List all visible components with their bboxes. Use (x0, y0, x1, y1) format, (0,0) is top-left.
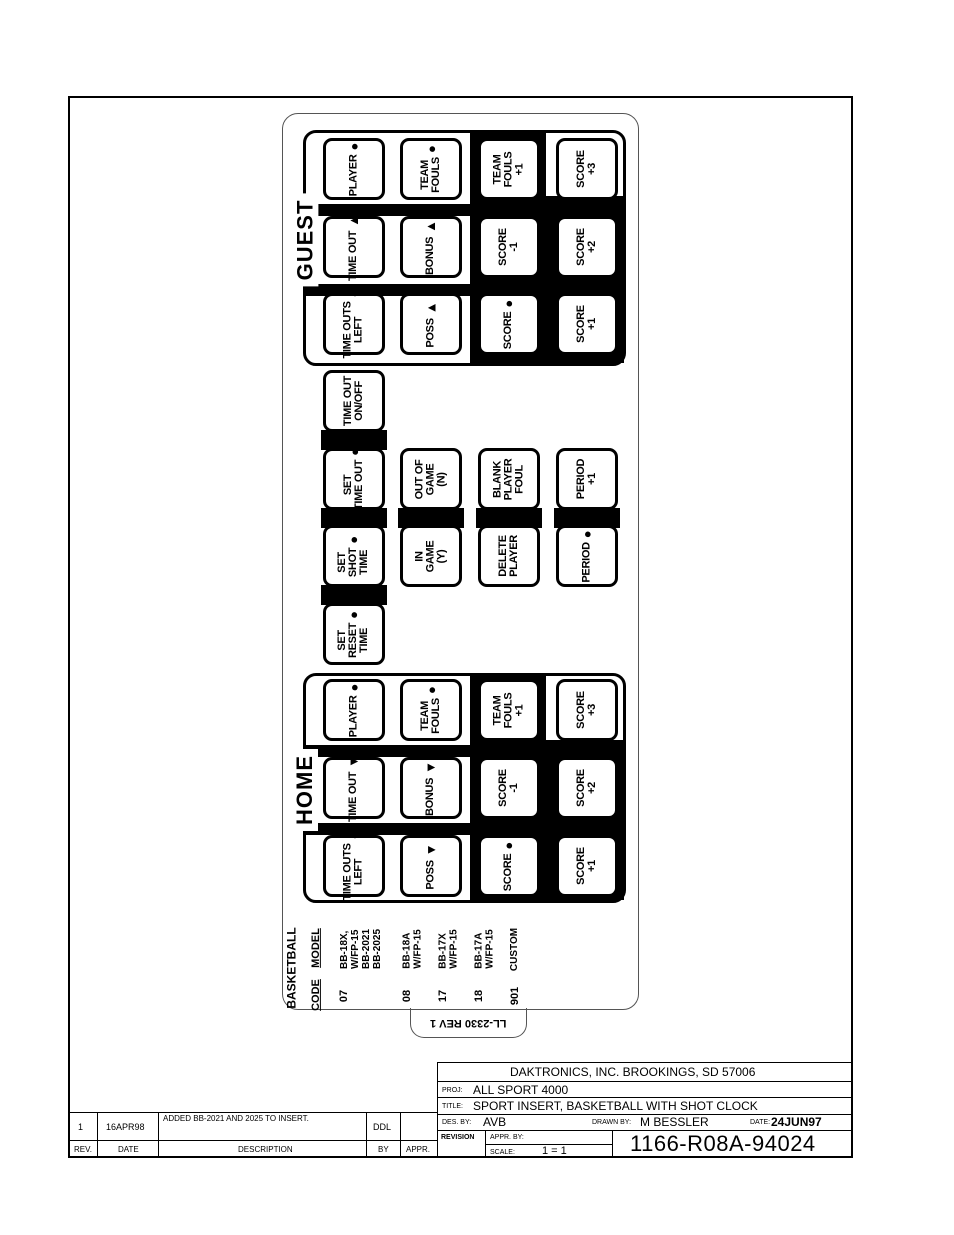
guest-player-key[interactable] (323, 138, 385, 200)
arrow-icon: ▼ (423, 842, 439, 856)
guest-score-plus2-label: SCORE +2 (575, 228, 598, 266)
codes-code-header: CODE (310, 979, 322, 1011)
tb-appr-label: APPR. BY: (490, 1134, 524, 1141)
home-score-plus3-key[interactable] (556, 679, 618, 741)
rev-header-rev: REV. (74, 1145, 92, 1154)
guest-bonus-label: BONUS (424, 236, 437, 275)
model-value: BB-17X W/FP-15 (438, 929, 461, 969)
model-value: BB-18X, W/FP-15 BB-2021 BB-2025 (339, 928, 383, 970)
home-team-fouls-plus1-key[interactable] (478, 679, 540, 741)
code-value: 17 (437, 989, 449, 1003)
rev-col-4 (400, 1112, 401, 1158)
home-score-plus1-label: SCORE +1 (575, 847, 598, 885)
tb-scale-label: SCALE: (490, 1149, 515, 1156)
rev-description: ADDED BB-2021 AND 2025 TO INSERT. (163, 1114, 309, 1123)
dot-icon: ● (346, 610, 362, 619)
tb-proj-label: PROJ: (442, 1087, 463, 1094)
home-score-label: SCORE (502, 853, 515, 891)
dot-icon: ● (501, 841, 517, 850)
dot-icon: ● (346, 142, 362, 151)
tb-line-2 (437, 1097, 853, 1098)
guest-score-key[interactable] (478, 293, 540, 355)
tb-revision-label: REVISION (441, 1134, 475, 1141)
middle-period-plus1-key[interactable] (556, 448, 618, 510)
tb-company: DAKTRONICS, INC. BROOKINGS, SD 57006 (510, 1065, 756, 1079)
guest-team-fouls-plus1-label: TEAM FOULS +1 (491, 151, 526, 187)
guest-time-outs-left-key[interactable] (323, 289, 385, 359)
middle-delete-player-key[interactable] (478, 525, 540, 587)
dot-icon: ● (423, 145, 439, 154)
middle-time-out-on-off-label: TIME OUT ON/OFF (342, 375, 365, 427)
middle-period-label: PERIOD (580, 541, 593, 583)
home-score-minus1-label: SCORE -1 (497, 769, 520, 807)
guest-score-minus1-label: SCORE -1 (497, 228, 520, 266)
rev-col-3 (366, 1112, 367, 1158)
middle-set-shot-time-key[interactable] (323, 525, 385, 587)
middle-period-key[interactable] (556, 525, 618, 587)
middle-connector-3 (321, 585, 387, 605)
guest-time-out-label: TIME OUT (347, 230, 360, 281)
tb-drawn-label: DRAWN BY: (592, 1119, 632, 1126)
dot-icon: ● (346, 683, 362, 692)
home-score-plus3-label: SCORE +3 (575, 691, 598, 729)
rev-header-by: BY (378, 1145, 389, 1154)
middle-set-reset-time-key[interactable] (323, 603, 385, 665)
tb-drawing-number: 1166-R08A-94024 (630, 1131, 816, 1156)
home-score-plus2-key[interactable] (556, 757, 618, 819)
middle-set-time-out-key[interactable] (323, 448, 385, 510)
middle-blank-player-foul-label: BLANK PLAYER FOUL (491, 458, 526, 500)
home-time-out-label: TIME OUT (347, 771, 360, 822)
guest-score-label: SCORE (502, 311, 515, 349)
guest-label: GUEST (290, 190, 320, 290)
home-team-fouls-key[interactable] (400, 679, 462, 741)
arrow-icon: ▲ (346, 213, 362, 227)
home-score-plus1-key[interactable] (556, 835, 618, 897)
home-score-key[interactable] (478, 835, 540, 897)
arrow-icon: ▲ (423, 219, 439, 233)
tb-title: SPORT INSERT, BASKETBALL WITH SHOT CLOCK (473, 1099, 758, 1113)
tb-des-by: AVB (483, 1115, 507, 1129)
home-poss-label: POSS (424, 859, 437, 890)
dot-icon: ● (346, 289, 362, 298)
guest-poss-key[interactable] (400, 293, 462, 355)
model-value: BB-18A W/FP-15 (402, 929, 425, 969)
guest-time-out-key[interactable] (323, 213, 385, 281)
guest-score-plus2-key[interactable] (556, 216, 618, 278)
dot-icon: ● (579, 529, 595, 538)
home-time-outs-left-label: TIME OUTS LEFT (342, 843, 365, 901)
home-score-minus1-key[interactable] (478, 757, 540, 819)
model-value: CUSTOM (509, 927, 521, 971)
tb-scale: 1 = 1 (542, 1145, 567, 1157)
arrow-icon: ▼ (423, 760, 439, 774)
code-value: 08 (401, 989, 413, 1003)
guest-score-plus1-label: SCORE +1 (575, 305, 598, 343)
insert-number: LL-2330 REV 1 (430, 1017, 507, 1029)
home-player-key[interactable] (323, 679, 385, 741)
tb-drawn-by: M BESSLER (640, 1115, 709, 1129)
rev-date: 16APR98 (106, 1122, 145, 1132)
middle-set-shot-time-label: SET SHOT TIME (336, 547, 371, 577)
home-team-fouls-label: TEAM FOULS (418, 698, 442, 734)
model-value: BB-17A W/FP-15 (474, 929, 497, 969)
middle-time-out-on-off-key[interactable] (323, 370, 385, 432)
codes-model-header: MODEL (310, 927, 323, 968)
middle-in-game-label: IN GAME (Y) (413, 540, 448, 572)
guest-score-plus3-key[interactable] (556, 138, 618, 200)
rev-col-2 (158, 1112, 159, 1158)
dot-icon: ● (346, 831, 362, 840)
home-bonus-key[interactable] (400, 757, 462, 819)
rev-by: DDL (373, 1122, 392, 1132)
guest-player-label: PLAYER (347, 154, 360, 196)
dot-icon: ● (346, 535, 362, 544)
guest-team-fouls-plus1-key[interactable] (478, 138, 540, 200)
guest-score-plus1-key[interactable] (556, 293, 618, 355)
dot-icon: ● (346, 447, 362, 456)
guest-team-fouls-key[interactable] (400, 138, 462, 200)
dot-icon: ● (423, 686, 439, 695)
guest-bonus-key[interactable] (400, 216, 462, 278)
home-score-plus2-label: SCORE +2 (575, 769, 598, 807)
guest-team-fouls-label: TEAM FOULS (418, 157, 442, 193)
guest-score-plus3-label: SCORE +3 (575, 150, 598, 188)
rev-mid-line (68, 1140, 438, 1141)
middle-set-reset-time-label: SET RESET TIME (336, 622, 371, 658)
guest-time-outs-left-label: TIME OUTS LEFT (342, 301, 365, 359)
middle-out-of-game-label: OUT OF GAME (N) (413, 459, 448, 499)
home-time-outs-left-key[interactable] (323, 831, 385, 901)
guest-poss-label: POSS (424, 317, 437, 348)
home-player-label: PLAYER (347, 695, 360, 737)
rev-top-line (68, 1112, 438, 1113)
rev-header-appr: APPR. (406, 1145, 431, 1154)
tb-line-1 (437, 1081, 853, 1082)
code-value: 07 (338, 989, 350, 1003)
middle-in-game-key[interactable] (400, 525, 462, 587)
middle-blank-player-foul-key[interactable] (478, 448, 540, 510)
home-time-out-key[interactable] (323, 754, 385, 822)
middle-out-of-game-key[interactable] (400, 448, 462, 510)
arrow-icon: ▲ (423, 300, 439, 314)
tb-proj: ALL SPORT 4000 (473, 1083, 569, 1097)
rev-header-description: DESCRIPTION (238, 1145, 293, 1154)
codes-heading: BASKETBALL (285, 926, 300, 1009)
home-bonus-label: BONUS (424, 777, 437, 816)
tb-date: 24JUN97 (771, 1115, 822, 1129)
tb-des-label: DES. BY: (442, 1119, 472, 1126)
middle-delete-player-label: DELETE PLAYER (497, 535, 520, 577)
tb-title-label: TITLE: (442, 1103, 464, 1110)
code-value: 901 (509, 986, 522, 1006)
rev-header-date: DATE (118, 1145, 139, 1154)
rev-col-1 (97, 1112, 98, 1158)
tb-col-2 (612, 1130, 613, 1158)
home-label: HOME (290, 745, 320, 835)
home-team-fouls-plus1-label: TEAM FOULS +1 (491, 692, 526, 728)
tb-date-label: DATE: (750, 1119, 771, 1126)
rev-number: 1 (78, 1122, 84, 1132)
code-value: 18 (473, 989, 485, 1003)
rev-col-5 (437, 1062, 438, 1158)
tb-line-0 (437, 1062, 853, 1063)
middle-set-time-out-label: SET TIME OUT (342, 459, 366, 511)
middle-period-plus1-label: PERIOD +1 (575, 458, 598, 500)
guest-score-minus1-key[interactable] (478, 216, 540, 278)
dot-icon: ● (501, 299, 517, 308)
home-poss-key[interactable] (400, 835, 462, 897)
arrow-icon: ▼ (346, 754, 362, 768)
